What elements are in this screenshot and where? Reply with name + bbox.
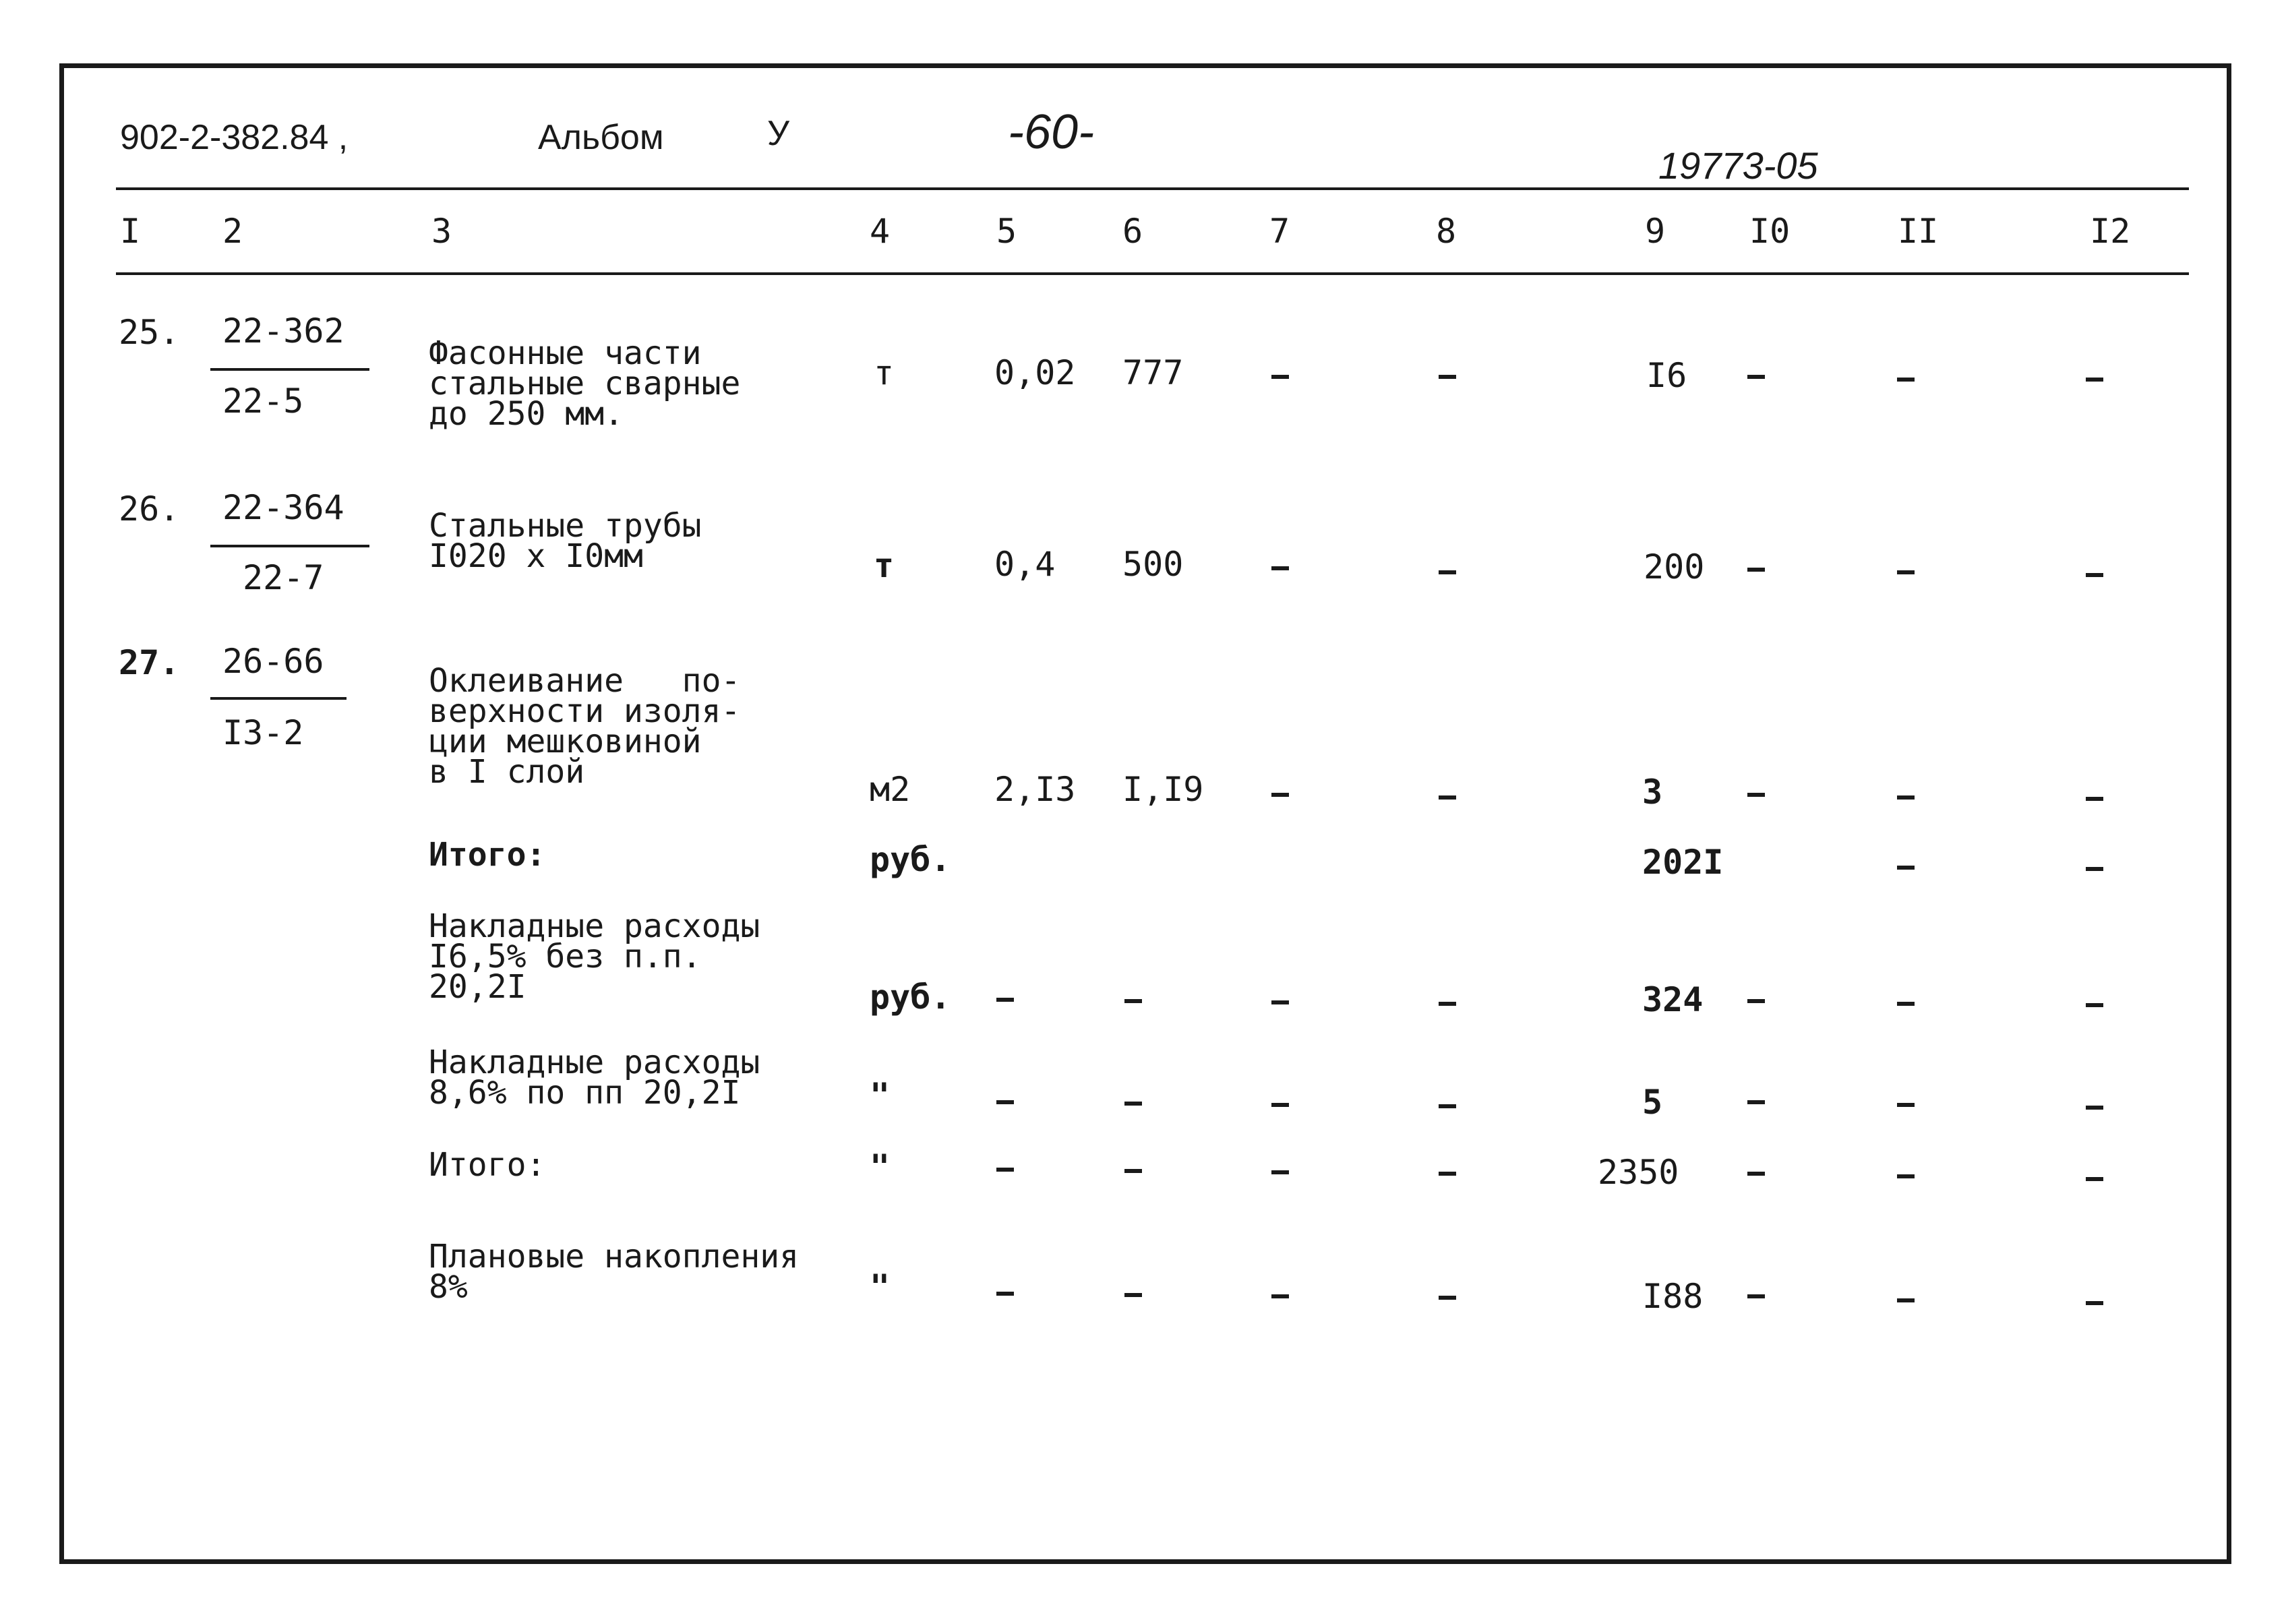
column-header: 9 — [1645, 212, 1666, 251]
album-number: У — [767, 114, 790, 153]
dash-cell — [1271, 793, 1289, 797]
norm-code-top: 22-364 — [222, 488, 344, 527]
dash-cell — [996, 998, 1014, 1002]
total-cell: 324 — [1642, 980, 1704, 1019]
dash-cell — [2086, 1177, 2103, 1181]
summary-label: Накладные расходы I6,5% без п.п. 20,2I — [429, 907, 760, 1006]
dash-cell — [1439, 375, 1456, 379]
dash-cell — [1747, 375, 1765, 379]
dash-cell — [1897, 795, 1915, 800]
dash-cell — [996, 1168, 1014, 1172]
column-header: I0 — [1749, 212, 1791, 251]
dash-cell — [1747, 1294, 1765, 1298]
norm-code-top: 22-362 — [222, 311, 344, 351]
dash-cell — [1271, 1103, 1289, 1107]
unit-cell: м2 — [870, 770, 911, 809]
column-header: II — [1898, 212, 1939, 251]
row-number: 26. — [119, 489, 180, 529]
unit-cell: руб. — [870, 978, 951, 1017]
unit-cell: " — [870, 1147, 891, 1186]
dash-cell — [1897, 378, 1915, 382]
column-header: I — [120, 212, 141, 251]
header-rule-top — [116, 187, 2189, 190]
dash-cell — [1439, 1002, 1456, 1006]
quantity-cell: 0,4 — [994, 545, 1056, 584]
item-description: Оклеивание по- верхности изоля- ции мешковиной в I слой — [429, 662, 741, 791]
unit-cell: т — [874, 546, 895, 585]
dash-cell — [2086, 573, 2103, 577]
total-cell: I6 — [1646, 356, 1687, 395]
total-cell: 3 — [1642, 773, 1663, 812]
dash-cell — [1124, 1293, 1142, 1297]
album-label: Альбом — [538, 118, 664, 157]
header-rule-bottom — [116, 272, 2189, 275]
item-description: Стальные трубы I020 x I0мм — [429, 507, 702, 575]
dash-cell — [1439, 795, 1456, 800]
dash-cell — [1897, 1002, 1915, 1006]
dash-cell — [1897, 1103, 1915, 1107]
column-header: 2 — [222, 212, 243, 251]
column-header: 6 — [1122, 212, 1143, 251]
column-header: 7 — [1269, 212, 1290, 251]
fraction-line — [210, 368, 369, 371]
dash-cell — [2086, 378, 2103, 382]
dash-cell — [1747, 568, 1765, 572]
summary-label: Накладные расходы 8,6% по пп 20,2I — [429, 1044, 760, 1112]
fraction-line — [210, 545, 369, 547]
column-header: 5 — [996, 212, 1017, 251]
dash-cell — [1271, 375, 1289, 379]
dash-cell — [1271, 1000, 1289, 1004]
dash-cell — [1271, 1294, 1289, 1298]
dash-cell — [1439, 1172, 1456, 1176]
fraction-line — [210, 697, 347, 700]
norm-code-bottom: I3-2 — [222, 713, 304, 752]
summary-label: Итого: — [429, 1146, 546, 1184]
dash-cell — [2086, 1003, 2103, 1007]
total-cell: 200 — [1644, 547, 1705, 587]
column-header: 8 — [1436, 212, 1457, 251]
dash-cell — [1439, 570, 1456, 574]
dash-cell — [1747, 999, 1765, 1003]
total-cell: 202I — [1642, 843, 1724, 882]
dash-cell — [1897, 866, 1915, 870]
dash-cell — [1439, 1296, 1456, 1300]
column-header: 3 — [431, 212, 452, 251]
unit-cell: " — [870, 1076, 891, 1115]
dash-cell — [1897, 570, 1915, 574]
price-cell: 777 — [1122, 353, 1184, 392]
dash-cell — [1897, 1298, 1915, 1302]
row-number: 25. — [119, 313, 180, 352]
dash-cell — [996, 1292, 1014, 1296]
price-cell: 500 — [1122, 545, 1184, 584]
price-cell: I,I9 — [1122, 770, 1204, 809]
dash-cell — [2086, 867, 2103, 871]
quantity-cell: 2,I3 — [994, 770, 1076, 809]
total-cell: I88 — [1642, 1277, 1704, 1316]
dash-cell — [1124, 1102, 1142, 1106]
dash-cell — [1271, 566, 1289, 570]
page-number: -60- — [1008, 105, 1095, 159]
norm-code-bottom: 22-7 — [243, 558, 324, 597]
quantity-cell: 0,02 — [994, 353, 1076, 392]
unit-cell: " — [870, 1267, 891, 1306]
dash-cell — [2086, 1106, 2103, 1110]
total-cell: 5 — [1642, 1083, 1663, 1122]
unit-cell: руб. — [870, 840, 951, 879]
summary-label: Плановые накопления 8% — [429, 1238, 800, 1306]
dash-cell — [1747, 1172, 1765, 1176]
page-frame — [59, 63, 2231, 1564]
document-code: 902-2-382.84 , — [120, 118, 349, 157]
dash-cell — [2086, 797, 2103, 801]
dash-cell — [1439, 1104, 1456, 1108]
total-cell: 2350 — [1598, 1153, 1679, 1192]
dash-cell — [996, 1100, 1014, 1104]
unit-cell: т — [874, 353, 895, 392]
item-description: Фасонные части стальные сварные до 250 мм. — [429, 334, 741, 433]
norm-code-bottom: 22-5 — [222, 382, 304, 421]
row-number: 27. — [119, 643, 180, 682]
norm-code-top: 26-66 — [222, 642, 324, 681]
dash-cell — [1747, 793, 1765, 797]
column-header: I2 — [2090, 212, 2131, 251]
dash-cell — [1124, 1169, 1142, 1173]
column-header: 4 — [870, 212, 891, 251]
dash-cell — [2086, 1301, 2103, 1305]
dash-cell — [1897, 1174, 1915, 1178]
summary-label: Итого: — [429, 836, 546, 874]
dash-cell — [1271, 1170, 1289, 1174]
dash-cell — [1747, 1100, 1765, 1104]
dash-cell — [1124, 999, 1142, 1003]
doc-number: 19773-05 — [1658, 144, 1818, 187]
